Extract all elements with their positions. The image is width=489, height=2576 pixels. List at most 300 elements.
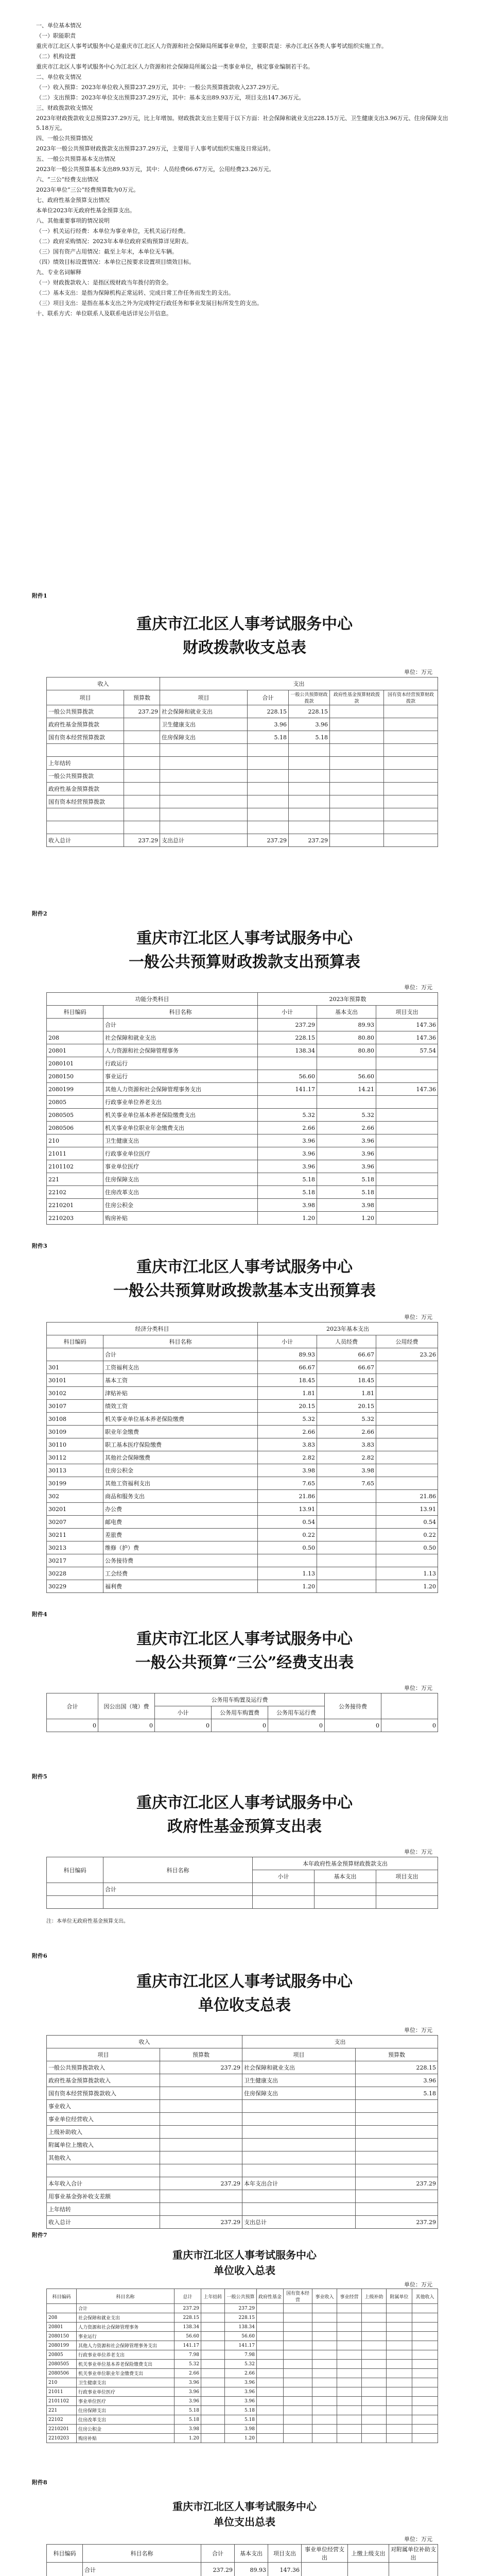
table-cell xyxy=(284,2425,312,2434)
t2-head-class: 功能分类科目 xyxy=(47,993,258,1006)
table-cell: 事业运行 xyxy=(103,1070,258,1083)
table-cell xyxy=(289,821,330,834)
table-row xyxy=(47,757,438,770)
table-cell xyxy=(242,2151,356,2164)
table-cell xyxy=(284,2415,312,2425)
table-cell: 住房保障支出 xyxy=(160,731,248,744)
table-cell: 21.86 xyxy=(258,1490,317,1503)
table-cell xyxy=(412,2415,438,2425)
table-cell: 1.20 xyxy=(258,1580,317,1593)
table-cell xyxy=(315,1883,376,1896)
table-cell xyxy=(312,2323,337,2332)
table-cell xyxy=(47,808,124,821)
table-cell: 一般公共预算拨款 xyxy=(47,770,124,783)
table5-government-fund xyxy=(46,1857,438,1909)
table-cell: 卫生健康支出 xyxy=(160,718,248,731)
table-cell xyxy=(47,2304,77,2313)
table-cell: 3.96 xyxy=(174,2378,201,2387)
table-cell xyxy=(376,1361,438,1374)
table-cell xyxy=(47,1896,103,1909)
table-cell: 绩效工资 xyxy=(103,1400,258,1413)
table-cell: 210 xyxy=(47,2378,77,2387)
table-cell xyxy=(124,744,160,757)
table-cell: 30201 xyxy=(47,1503,103,1516)
table-cell xyxy=(412,2434,438,2443)
table7-title-line2: 单位收入总表 xyxy=(214,2264,275,2277)
table-cell xyxy=(412,2369,438,2378)
table-cell xyxy=(312,2387,337,2397)
table-cell: 228.15 xyxy=(289,705,330,718)
table-cell: 237.29 xyxy=(160,2216,242,2229)
table-cell xyxy=(356,2113,438,2126)
table3-title-line2: 一般公共预算财政拨款基本支出预算表 xyxy=(113,1282,376,1300)
table-cell: 0.22 xyxy=(376,1529,438,1541)
table-cell: 3.96 xyxy=(225,2387,257,2397)
table-cell xyxy=(103,1896,253,1909)
table-cell xyxy=(330,705,384,718)
t4-head-blank xyxy=(381,1693,438,1719)
table6-title-line2: 单位收支总表 xyxy=(198,1996,291,2014)
table-row xyxy=(47,2434,438,2443)
table-cell: 0 xyxy=(212,1719,268,1732)
intro-paragraph: 本单位2023年无政府性基金预算支出。 xyxy=(36,207,135,214)
table-cell xyxy=(348,2563,389,2576)
column-header: 总计 xyxy=(174,2289,201,2304)
table-row xyxy=(47,718,438,731)
table-cell: 行政事业单位医疗 xyxy=(77,2387,174,2397)
table-cell xyxy=(362,2406,387,2415)
table3-title-line1: 重庆市江北区人事考试服务中心 xyxy=(136,1258,353,1276)
table8-unit: 单位：万元 xyxy=(404,2536,432,2543)
table-cell: 1.20 xyxy=(317,1212,376,1225)
table-cell: 3.96 xyxy=(225,2378,257,2387)
table-cell: 住房公积金 xyxy=(103,1199,258,1212)
table-cell: 30108 xyxy=(47,1413,103,1426)
table-cell xyxy=(124,795,160,808)
table1-title-line1: 重庆市江北区人事考试服务中心 xyxy=(136,615,353,633)
table-cell: 0.50 xyxy=(376,1541,438,1554)
table-cell: 2.66 xyxy=(317,1122,376,1134)
table-cell: 3.96 xyxy=(258,1160,317,1173)
table-cell: 56.60 xyxy=(258,1070,317,1083)
table-cell: 228.15 xyxy=(248,705,289,718)
table-cell xyxy=(242,2139,356,2151)
table-cell xyxy=(337,2415,362,2425)
column-header: 上级补助 xyxy=(362,2289,387,2304)
table-row xyxy=(47,1083,438,1096)
table-cell: 30110 xyxy=(47,1438,103,1451)
table-cell xyxy=(376,1212,438,1225)
table-cell xyxy=(330,718,384,731)
table-cell: 2080199 xyxy=(47,1083,103,1096)
table-cell xyxy=(389,2563,438,2576)
table-cell: 5.18 xyxy=(258,1186,317,1199)
column-header: 事业经营 xyxy=(337,2289,362,2304)
table-cell xyxy=(312,2369,337,2378)
table-cell xyxy=(284,2369,312,2378)
table-cell: 2.66 xyxy=(225,2369,257,2378)
intro-paragraph: （一）机关运行经费：本单位为事业单位，无机关运行经费。 xyxy=(36,228,189,234)
table-row xyxy=(47,1387,438,1400)
table-cell: 商品和服务支出 xyxy=(103,1490,258,1503)
table-cell xyxy=(384,821,438,834)
table-cell: 政府性基金预算拨款收入 xyxy=(47,2074,160,2087)
table-cell: 其他人力资源和社会保障管理事务支出 xyxy=(77,2341,174,2350)
t4-head-subtotal: 小计 xyxy=(155,1706,212,1719)
table-cell: 办公费 xyxy=(103,1503,258,1516)
table-cell: 20.15 xyxy=(258,1400,317,1413)
table-cell: 30101 xyxy=(47,1374,103,1387)
table-cell xyxy=(160,757,248,770)
table-cell xyxy=(412,2378,438,2387)
table-cell xyxy=(384,783,438,795)
table-cell xyxy=(356,2100,438,2113)
table-cell xyxy=(317,1516,376,1529)
table-cell xyxy=(242,2113,356,2126)
table-row xyxy=(47,2164,438,2177)
table-cell: 社会保障和就业支出 xyxy=(160,705,248,718)
table-row xyxy=(47,1361,438,1374)
table-cell: 其他社会保障缴费 xyxy=(103,1451,258,1464)
table-cell xyxy=(248,770,289,783)
table-cell: 141.17 xyxy=(174,2341,201,2350)
table-cell xyxy=(289,795,330,808)
table-cell: 0.54 xyxy=(376,1516,438,1529)
table-cell: 本年收入合计 xyxy=(47,2177,160,2190)
table-cell xyxy=(317,1096,376,1109)
table-row xyxy=(47,2406,438,2415)
table-cell: 5.32 xyxy=(317,1109,376,1122)
table-cell: 卫生健康支出 xyxy=(103,1134,258,1147)
table-cell xyxy=(362,2425,387,2434)
table-cell xyxy=(289,770,330,783)
table-cell: 事业单位经营收入 xyxy=(47,2113,160,2126)
table-row xyxy=(47,2360,438,2369)
table-cell xyxy=(284,2332,312,2341)
attachment-6-label: 附件6 xyxy=(32,1953,47,1959)
intro-paragraph: 九、专业名词解释 xyxy=(36,269,81,276)
table-cell xyxy=(242,2203,356,2216)
table-cell: 138.34 xyxy=(258,1044,317,1057)
t1-head-general: 一般公共预算财政拨款 xyxy=(289,690,330,705)
table-cell xyxy=(362,2341,387,2350)
table-cell: 3.98 xyxy=(174,2425,201,2434)
table-cell xyxy=(384,757,438,770)
table-cell xyxy=(201,2313,225,2323)
intro-paragraph: （四）绩效目标设置情况：本单位已按要求设置项目绩效目标。 xyxy=(36,259,195,265)
intro-paragraph: （二）政府采购情况：2023年本单位政府采购预算详见附表。 xyxy=(36,238,192,245)
table-cell: 一般公共预算拨款 xyxy=(47,705,124,718)
table-cell: 5.18 xyxy=(317,1186,376,1199)
table-cell xyxy=(387,2415,412,2425)
table-cell xyxy=(387,2369,412,2378)
table-cell xyxy=(312,2406,337,2415)
table-cell: 5.32 xyxy=(258,1413,317,1426)
table-cell: 工资福利支出 xyxy=(103,1361,258,1374)
table-cell xyxy=(362,2304,387,2313)
table-cell xyxy=(160,2139,242,2151)
column-header: 其他收入 xyxy=(412,2289,438,2304)
table-cell: 80.80 xyxy=(317,1031,376,1044)
table-cell xyxy=(257,2378,284,2387)
table-cell: 3.83 xyxy=(317,1438,376,1451)
table-cell: 208 xyxy=(47,1031,103,1044)
table-cell xyxy=(284,2323,312,2332)
table-cell xyxy=(317,1503,376,1516)
table-cell xyxy=(315,1896,376,1909)
column-header: 基本支出 xyxy=(235,2545,268,2563)
table-cell: 228.15 xyxy=(174,2313,201,2323)
table-cell xyxy=(387,2406,412,2415)
table-row xyxy=(47,1186,438,1199)
table-cell xyxy=(384,718,438,731)
intro-paragraph: （一）职能职责 xyxy=(36,32,76,39)
table-cell: 66.67 xyxy=(317,1361,376,1374)
table-cell xyxy=(376,1199,438,1212)
table-cell xyxy=(337,2378,362,2387)
table-cell xyxy=(356,2164,438,2177)
table-row xyxy=(47,821,438,834)
table-cell: 0 xyxy=(155,1719,212,1732)
column-header: 事业收入 xyxy=(312,2289,337,2304)
table-row xyxy=(47,2074,438,2087)
table-cell xyxy=(376,1477,438,1490)
table-cell: 2.82 xyxy=(258,1451,317,1464)
table-row xyxy=(47,1122,438,1134)
table-cell xyxy=(362,2323,387,2332)
table-cell xyxy=(330,808,384,821)
table-cell: 合计 xyxy=(103,1883,253,1896)
table-cell xyxy=(257,2350,284,2360)
t4-head-vehicle-buy: 公务用车购置费 xyxy=(212,1706,268,1719)
table7-unit-income xyxy=(46,2289,438,2443)
table-cell xyxy=(376,1438,438,1451)
table-row xyxy=(47,2387,438,2397)
table-cell xyxy=(257,2304,284,2313)
table-cell: 20801 xyxy=(47,2323,77,2332)
table-cell xyxy=(312,2397,337,2406)
table-cell xyxy=(257,2369,284,2378)
table4-title-line1: 重庆市江北区人事考试服务中心 xyxy=(136,1630,353,1648)
intro-paragraph: （三）项目支出：是指在基本支出之外为完成特定行政任务和事业发展目标所发生的支出。 xyxy=(36,300,263,307)
table-cell: 人力资源和社会保障管理事务 xyxy=(77,2323,174,2332)
t2-head-project: 项目支出 xyxy=(376,1006,438,1019)
table-cell xyxy=(362,2360,387,2369)
table-cell xyxy=(412,2323,438,2332)
table-cell: 22102 xyxy=(47,1186,103,1199)
table-cell: 住房公积金 xyxy=(103,1464,258,1477)
table-row xyxy=(47,2139,438,2151)
table-cell xyxy=(376,1413,438,1426)
table-cell xyxy=(412,2425,438,2434)
table-cell: 56.60 xyxy=(225,2332,257,2341)
table-header-row xyxy=(47,2545,438,2563)
table-cell xyxy=(201,2434,225,2443)
table-cell xyxy=(412,2406,438,2415)
table-cell xyxy=(337,2369,362,2378)
table6-unit: 单位：万元 xyxy=(404,2027,432,2033)
table-cell: 合计 xyxy=(103,1019,258,1031)
table-cell xyxy=(330,757,384,770)
table2-unit: 单位：万元 xyxy=(404,984,432,991)
table-cell xyxy=(337,2360,362,2369)
table-cell: 上年结转 xyxy=(47,2203,160,2216)
table-cell: 237.29 xyxy=(124,705,160,718)
table-cell: 住房保障支出 xyxy=(103,1173,258,1186)
table-row xyxy=(47,1464,438,1477)
table-cell: 0 xyxy=(47,1719,98,1732)
table-cell: 301 xyxy=(47,1361,103,1374)
table-cell: 20801 xyxy=(47,1044,103,1057)
table-cell xyxy=(160,808,248,821)
table-cell xyxy=(160,821,248,834)
table-cell: 5.18 xyxy=(225,2406,257,2415)
t3-head-public: 公用经费 xyxy=(376,1335,438,1348)
t1-head-budget: 预算数 xyxy=(124,690,160,705)
table-cell xyxy=(201,2387,225,2397)
table-cell xyxy=(384,795,438,808)
table2-title-line1: 重庆市江北区人事考试服务中心 xyxy=(136,929,353,947)
table-cell xyxy=(412,2397,438,2406)
table-row xyxy=(47,1348,438,1361)
table-cell xyxy=(160,2113,242,2126)
t6-head-item2: 项目 xyxy=(242,2048,356,2061)
table-cell: 80.80 xyxy=(317,1044,376,1057)
table-row xyxy=(47,2313,438,2323)
table-cell: 职业年金缴费 xyxy=(103,1426,258,1438)
table-cell: 5.32 xyxy=(317,1413,376,1426)
table-row xyxy=(47,1554,438,1567)
table-cell: 3.96 xyxy=(258,1147,317,1160)
table-cell xyxy=(258,1554,317,1567)
table-cell xyxy=(362,2397,387,2406)
table-cell xyxy=(201,2304,225,2313)
table-cell xyxy=(124,770,160,783)
table-cell: 购房补贴 xyxy=(77,2434,174,2443)
column-header: 上年结转 xyxy=(201,2289,225,2304)
table-row xyxy=(47,1580,438,1593)
table-row xyxy=(47,1438,438,1451)
table-row xyxy=(47,834,438,847)
table-cell: 7.65 xyxy=(317,1477,376,1490)
table-row xyxy=(47,1057,438,1070)
table-cell: 0 xyxy=(268,1719,325,1732)
table-cell xyxy=(312,2304,337,2313)
table-cell: 3.98 xyxy=(258,1464,317,1477)
t4-head-reception: 公务接待费 xyxy=(325,1693,381,1719)
table-row xyxy=(47,2378,438,2387)
table5-note: 注：本单位无政府性基金预算支出。 xyxy=(46,1919,129,1924)
table-cell: 30199 xyxy=(47,1477,103,1490)
table-cell xyxy=(201,2425,225,2434)
table-cell xyxy=(257,2332,284,2341)
column-header: 一般公共预算 xyxy=(225,2289,257,2304)
table-cell xyxy=(160,2190,242,2203)
table-cell xyxy=(201,2369,225,2378)
table-row xyxy=(47,2415,438,2425)
table-cell: 工会经费 xyxy=(103,1567,258,1580)
table-cell: 其他工资福利支出 xyxy=(103,1477,258,1490)
table-cell: 147.36 xyxy=(268,2563,302,2576)
intro-paragraph: 五、一般公共预算基本支出情况 xyxy=(36,156,115,162)
table-cell xyxy=(376,1426,438,1438)
table-cell: 行政事业单位医疗 xyxy=(103,1147,258,1160)
table-cell xyxy=(312,2350,337,2360)
table-cell xyxy=(248,821,289,834)
table-cell: 21011 xyxy=(47,2387,77,2397)
table-row xyxy=(47,2190,438,2203)
table1-title-line2: 财政拨款收支总表 xyxy=(183,639,306,657)
table-cell xyxy=(160,2151,242,2164)
table-cell xyxy=(384,744,438,757)
table-cell: 事业运行 xyxy=(77,2332,174,2341)
table-cell: 上年结转 xyxy=(47,757,124,770)
t1-head-income: 收入 xyxy=(47,677,160,690)
table-cell xyxy=(387,2425,412,2434)
table-cell xyxy=(376,1096,438,1109)
table-cell: 89.93 xyxy=(317,1019,376,1031)
table-cell: 21011 xyxy=(47,1147,103,1160)
t4-head-abroad: 因公出国（境）费 xyxy=(98,1693,155,1719)
table-row xyxy=(47,1199,438,1212)
table-cell: 66.67 xyxy=(317,1348,376,1361)
table-cell xyxy=(201,2323,225,2332)
table-cell xyxy=(284,2304,312,2313)
table-cell xyxy=(312,2313,337,2323)
table-row xyxy=(47,2304,438,2313)
table-cell: 人力资源和社会保障管理事务 xyxy=(103,1044,258,1057)
t2-head-year: 2023年预算数 xyxy=(258,993,438,1006)
table-cell xyxy=(284,2350,312,2360)
table-cell: 卫生健康支出 xyxy=(242,2074,356,2087)
table-cell xyxy=(160,2203,242,2216)
table-cell: 237.29 xyxy=(174,2304,201,2313)
attachment-2-label: 附件2 xyxy=(32,910,47,917)
table-cell xyxy=(384,705,438,718)
table-cell xyxy=(387,2304,412,2313)
table-cell: 其他收入 xyxy=(47,2151,160,2164)
table-cell: 3.98 xyxy=(317,1199,376,1212)
attachment-7-label: 附件7 xyxy=(32,2232,47,2239)
table-cell: 机关事业单位基本养老保险缴费支出 xyxy=(103,1109,258,1122)
table-cell xyxy=(284,2434,312,2443)
table-cell xyxy=(362,2415,387,2425)
table-cell: 237.29 xyxy=(258,1019,317,1031)
table-cell xyxy=(160,744,248,757)
table-cell: 30112 xyxy=(47,1451,103,1464)
t6-head-item: 项目 xyxy=(47,2048,160,2061)
table-cell: 3.96 xyxy=(289,718,330,731)
t2-head-code: 科目编码 xyxy=(47,1006,103,1019)
table-cell xyxy=(387,2313,412,2323)
table-cell: 2.82 xyxy=(317,1451,376,1464)
table-row xyxy=(47,1451,438,1464)
table-cell: 5.32 xyxy=(258,1109,317,1122)
table-cell: 合计 xyxy=(103,1348,258,1361)
table-cell: 7.98 xyxy=(225,2350,257,2360)
table-cell: 237.29 xyxy=(248,834,289,847)
table-cell xyxy=(258,1096,317,1109)
table8-title-line1: 重庆市江北区人事考试服务中心 xyxy=(172,2500,317,2513)
table-cell: 23.26 xyxy=(376,1348,438,1361)
table-row xyxy=(47,2350,438,2360)
table2-title-line2: 一般公共预算财政拨款支出预算表 xyxy=(129,953,360,971)
t3-head-staff: 人员经费 xyxy=(317,1335,376,1348)
table-row xyxy=(47,1109,438,1122)
table-row xyxy=(47,1477,438,1490)
table-cell xyxy=(356,2151,438,2164)
table-cell xyxy=(160,770,248,783)
